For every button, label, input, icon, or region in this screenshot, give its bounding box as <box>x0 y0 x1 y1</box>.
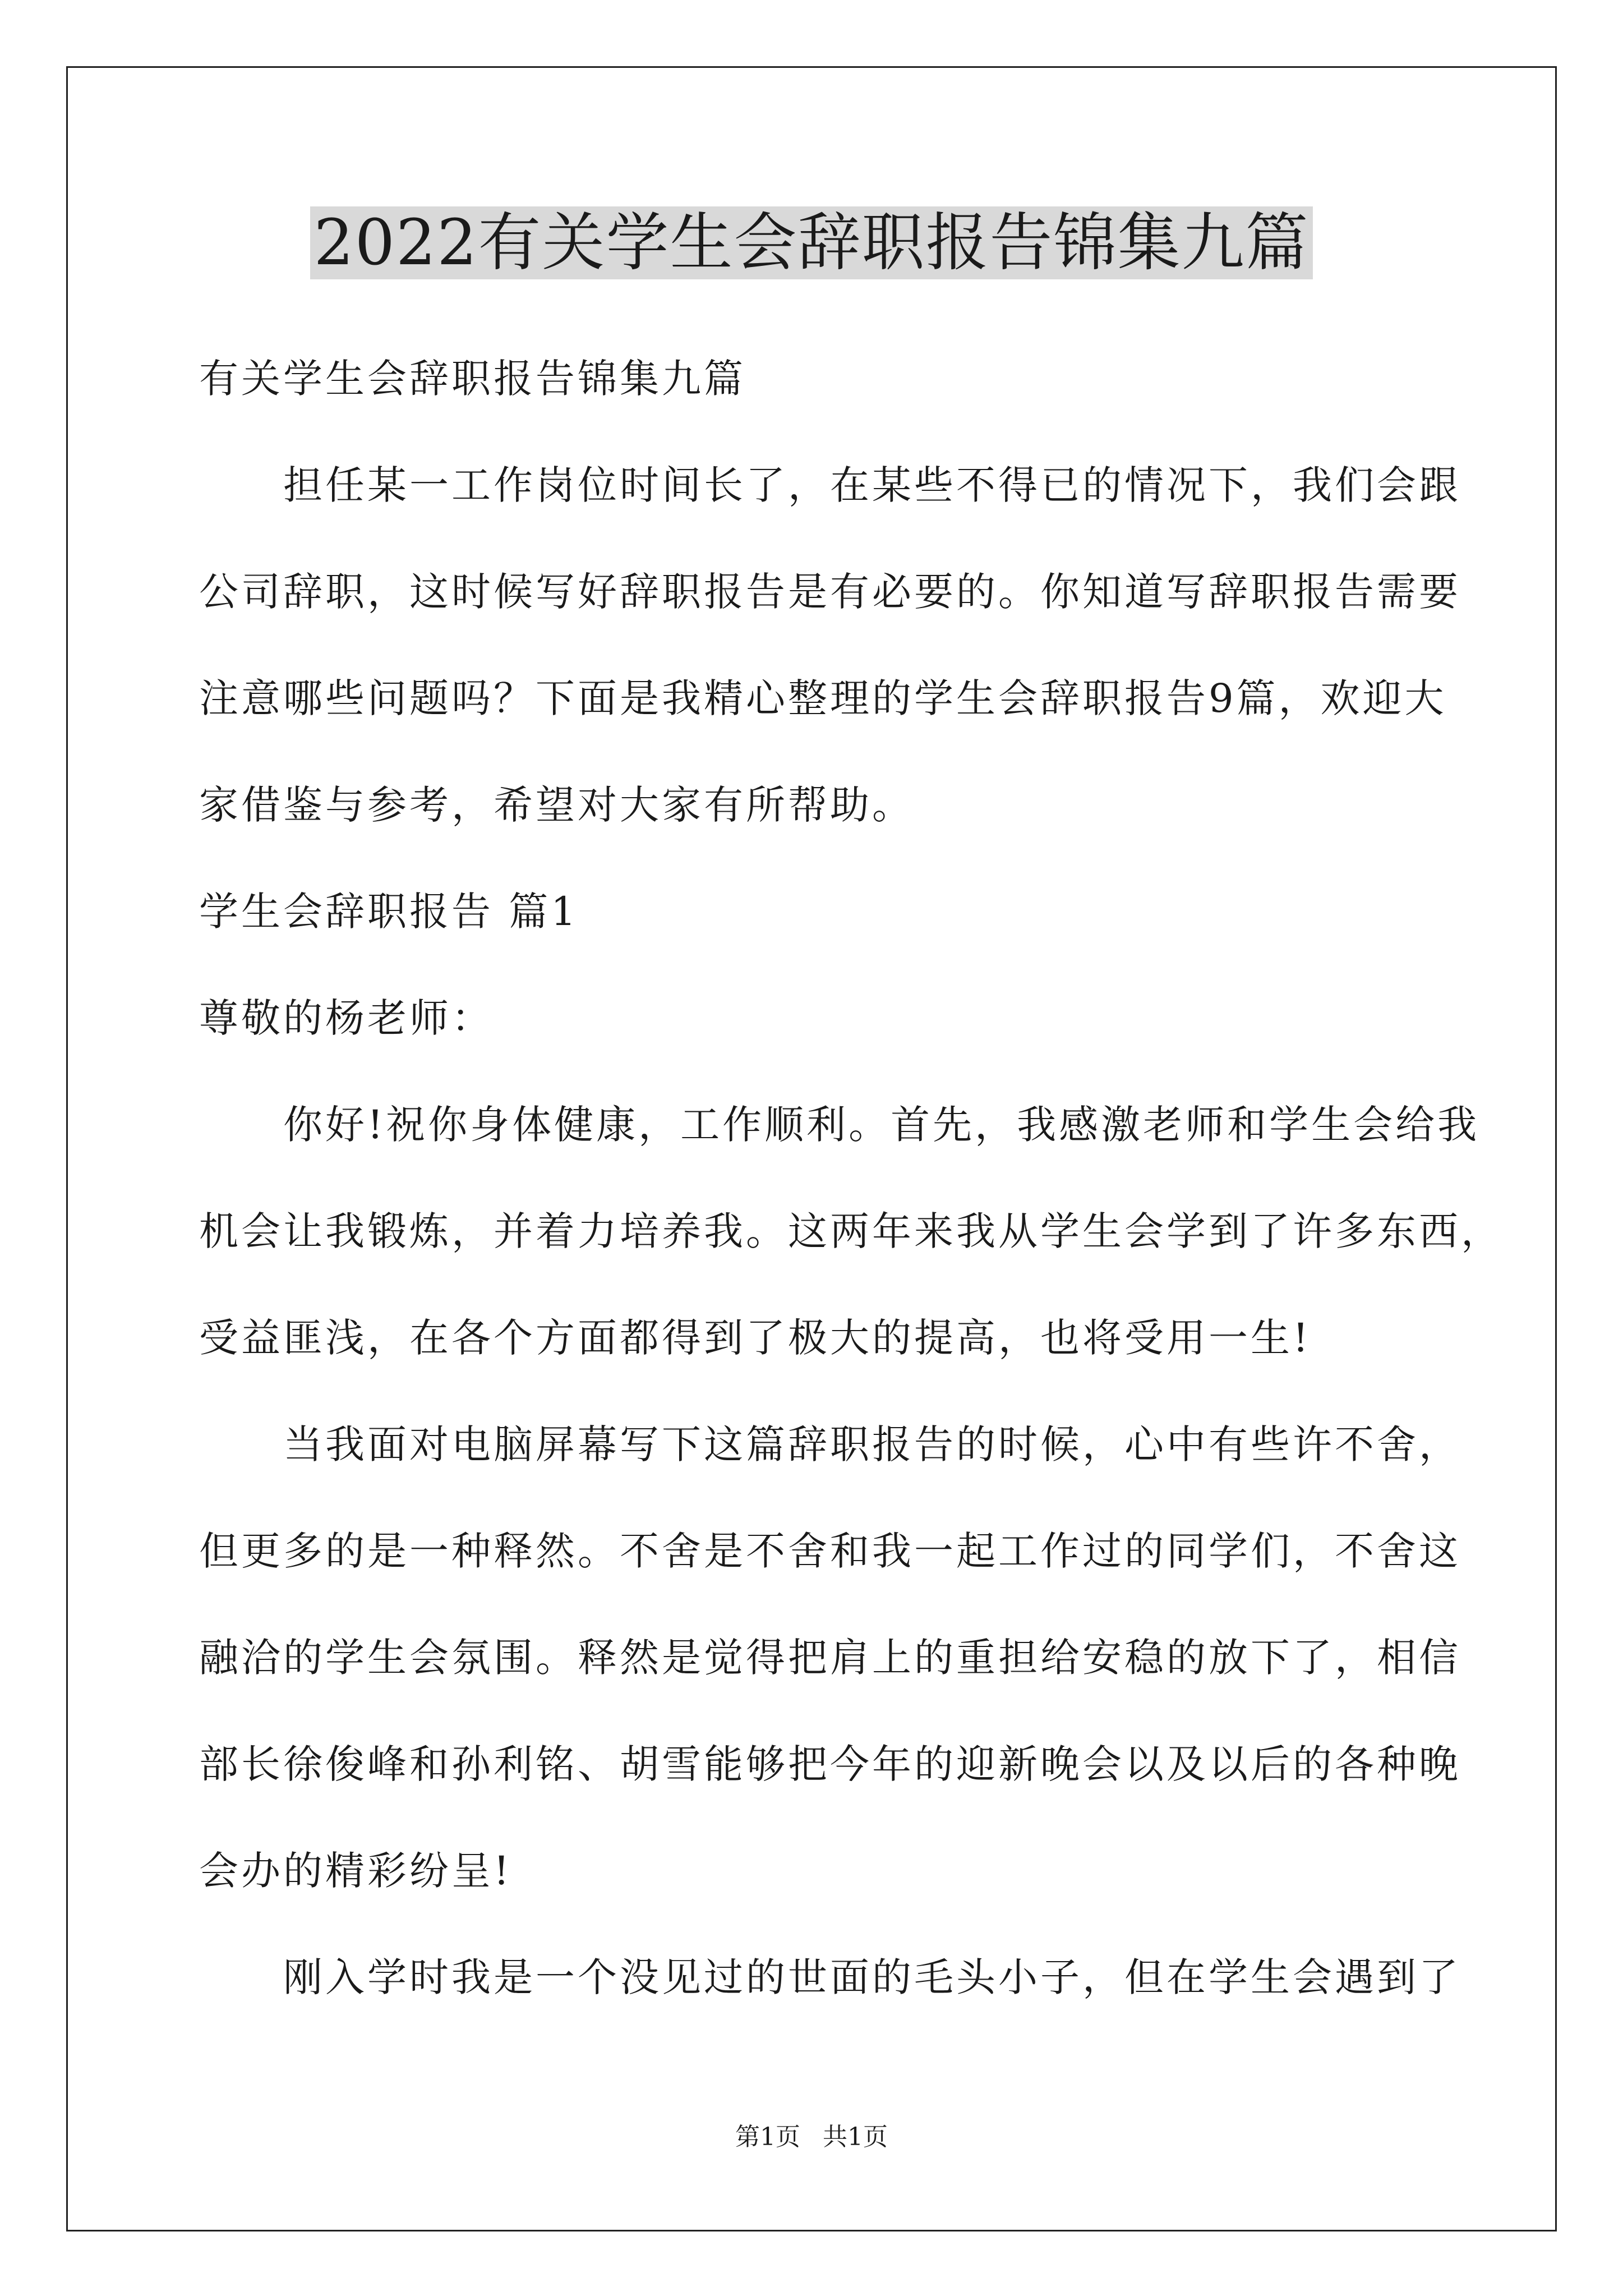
subtitle-line: 有关学生会辞职报告锦集九篇 <box>199 356 746 402</box>
section-heading: 学生会辞职报告 篇1 <box>199 889 579 935</box>
page-footer <box>0 2120 1623 2154</box>
paragraph-line: 会办的精彩纷呈! <box>199 1848 513 1894</box>
paragraph-line: 担任某一工作岗位时间长了，在某些不得已的情况下，我们会跟 <box>283 462 1461 508</box>
paragraph-line: 部长徐俊峰和孙利铭、胡雪能够把今年的迎新晚会以及以后的各种晚 <box>199 1741 1461 1787</box>
paragraph-line: 当我面对电脑屏幕写下这篇辞职报告的时候，心中有些许不舍， <box>283 1421 1461 1467</box>
paragraph-line: 机会让我锻炼，并着力培养我。这两年来我从学生会学到了许多东西， <box>199 1208 1503 1254</box>
paragraph-line: 但更多的是一种释然。不舍是不舍和我一起工作过的同学们，不舍这 <box>199 1528 1461 1574</box>
paragraph-line: 受益匪浅，在各个方面都得到了极大的提高，也将受用一生! <box>199 1315 1312 1361</box>
paragraph-line: 注意哪些问题吗？下面是我精心整理的学生会辞职报告9篇，欢迎大 <box>199 675 1447 721</box>
salutation-line: 尊敬的杨老师： <box>199 995 494 1041</box>
paragraph-line: 你好!祝你身体健康，工作顺利。首先，我感激老师和学生会给我 <box>283 1102 1480 1148</box>
paragraph-line: 刚入学时我是一个没见过的世面的毛头小子，但在学生会遇到了 <box>283 1954 1461 2000</box>
document-title-text: 2022有关学生会辞职报告锦集九篇 <box>310 206 1312 279</box>
document-title <box>0 201 1623 285</box>
paragraph-line: 家借鉴与参考，希望对大家有所帮助。 <box>199 782 914 828</box>
page-number: 第1页 <box>735 2123 800 2151</box>
page-total: 共1页 <box>823 2123 888 2151</box>
paragraph-line: 公司辞职，这时候写好辞职报告是有必要的。你知道写辞职报告需要 <box>199 569 1461 615</box>
paragraph-line: 融洽的学生会氛围。释然是觉得把肩上的重担给安稳的放下了，相信 <box>199 1635 1461 1681</box>
